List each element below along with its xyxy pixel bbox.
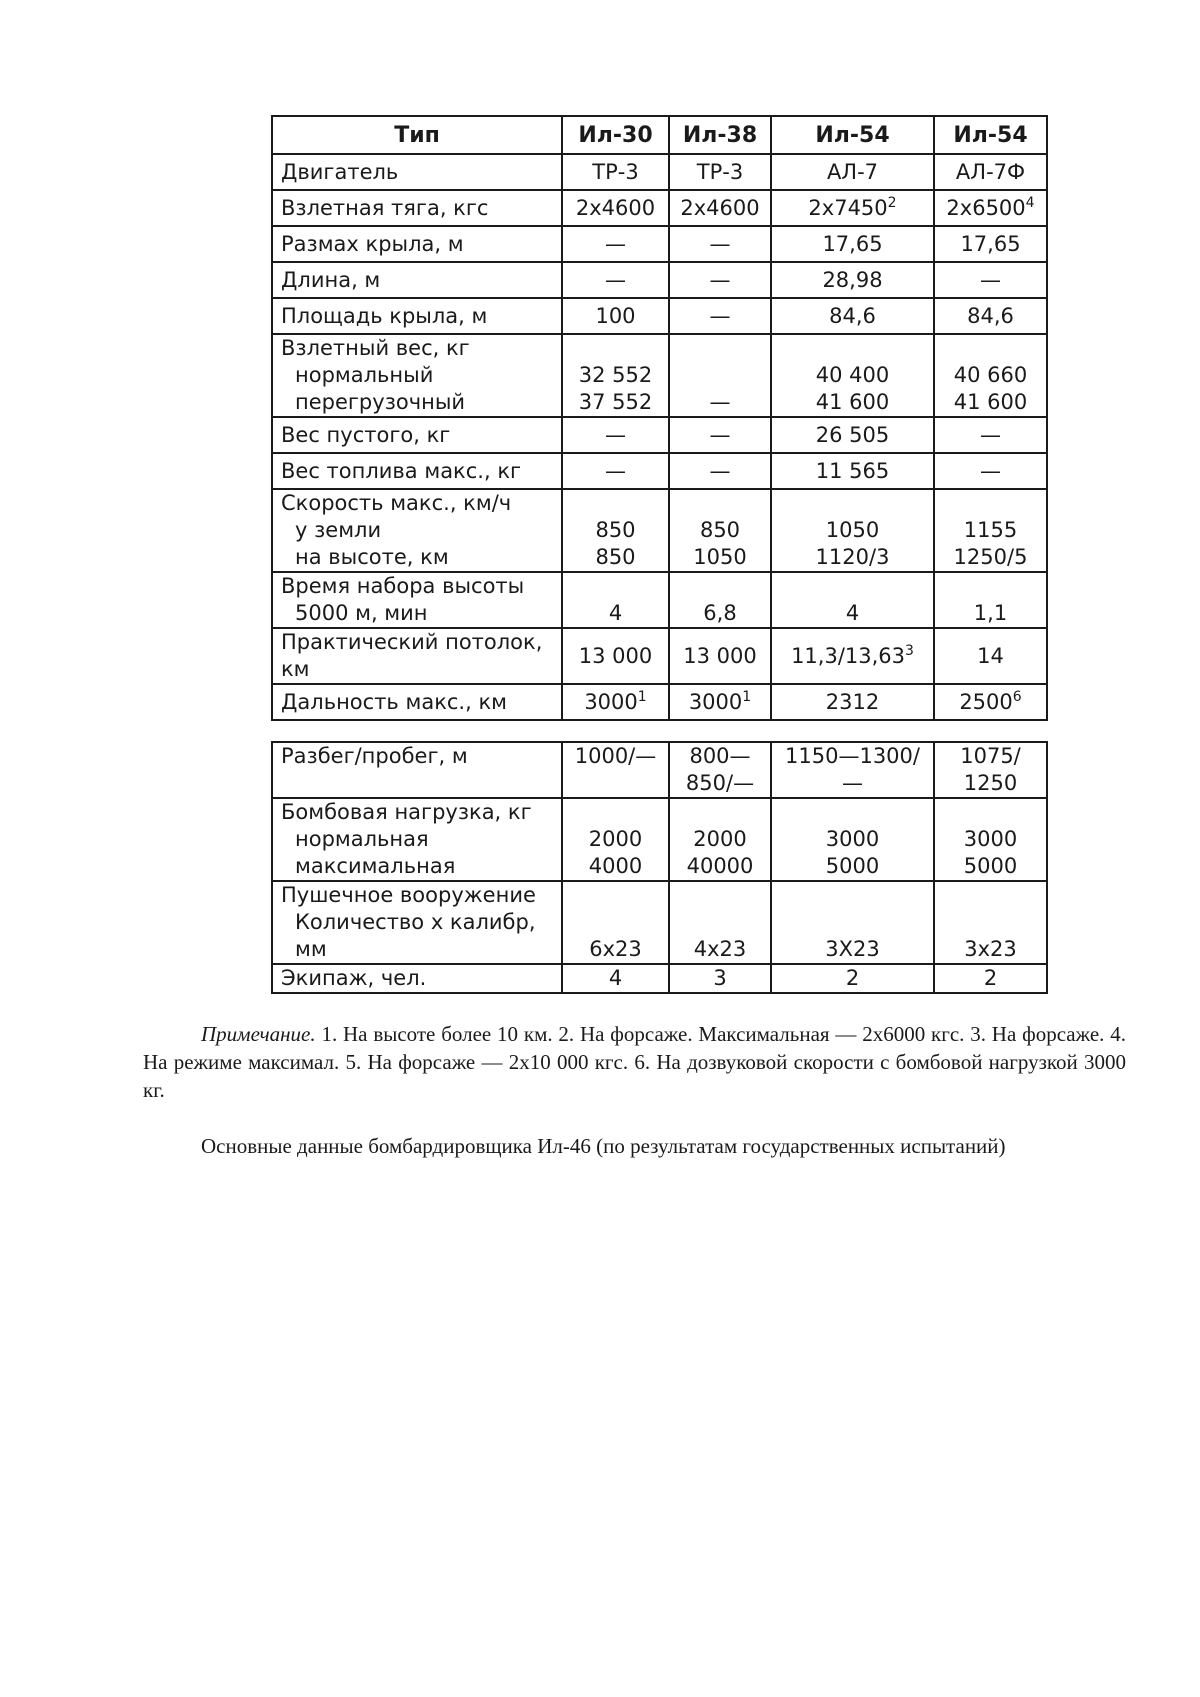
value-number: — bbox=[709, 422, 731, 447]
value-cell bbox=[669, 572, 771, 628]
note-label: Примечание. bbox=[201, 1022, 316, 1046]
specs-table-part-2 bbox=[271, 741, 1048, 994]
value-number: 850/— bbox=[685, 771, 755, 795]
value-cell bbox=[562, 572, 669, 628]
value-cell bbox=[562, 190, 669, 226]
value-text bbox=[565, 195, 666, 222]
value-text bbox=[774, 600, 931, 627]
value-text bbox=[937, 853, 1044, 880]
value-cell bbox=[771, 262, 934, 298]
row-label-text: Взлетный вес, кг bbox=[281, 336, 470, 360]
value-number: 3000 bbox=[584, 689, 638, 714]
value-text bbox=[672, 303, 768, 330]
row-label-text: нормальный bbox=[295, 363, 434, 387]
value-text bbox=[565, 517, 666, 544]
row-label-cell bbox=[272, 742, 562, 798]
row-label-text: перегрузочный bbox=[295, 390, 466, 414]
row-label-cell bbox=[272, 190, 562, 226]
value-text bbox=[672, 826, 768, 853]
value-number: АЛ-7Ф bbox=[955, 159, 1026, 184]
value-cell bbox=[934, 298, 1047, 334]
row-label-text: Площадь крыла, м bbox=[281, 303, 488, 328]
row-label-cell bbox=[272, 489, 562, 572]
table-row bbox=[272, 881, 1047, 964]
row-label-cell bbox=[272, 262, 562, 298]
row-label-cell bbox=[272, 684, 562, 720]
row-label-text: Бомбовая нагрузка, кг bbox=[281, 800, 532, 824]
value-cell bbox=[771, 964, 934, 993]
row-label-text: Вес топлива макс., кг bbox=[281, 458, 522, 483]
value-number: 3 bbox=[713, 966, 727, 990]
value-cell bbox=[771, 334, 934, 417]
table-row bbox=[272, 964, 1047, 993]
value-cell bbox=[771, 453, 934, 489]
row-label-text: Практический потолок, км bbox=[281, 630, 543, 681]
value-text bbox=[937, 267, 1044, 294]
value-text bbox=[937, 362, 1044, 389]
row-label-cell bbox=[272, 964, 562, 993]
value-text bbox=[565, 689, 666, 716]
value-text bbox=[774, 689, 931, 716]
value-text bbox=[774, 389, 931, 416]
value-number: — bbox=[605, 231, 626, 256]
value-number: 2312 bbox=[825, 689, 880, 714]
value-number: — bbox=[980, 267, 1001, 292]
value-cell bbox=[562, 154, 669, 190]
value-number: 4х23 bbox=[693, 937, 747, 961]
value-number: — bbox=[709, 390, 731, 414]
value-text bbox=[672, 689, 768, 716]
value-cell bbox=[669, 798, 771, 881]
value-cell bbox=[934, 262, 1047, 298]
note-text: 1. На высоте более 10 км. 2. На форсаже. Максимальная — 2х6000 кгс. 3. На форсаже. 4. На режиме максимал. 5. На форсаже — 2х10 000 кгс. 6. На дозвуковой скорости с бомбовой нагрузкой 3000 кг. bbox=[143, 1022, 1126, 1102]
value-text bbox=[672, 600, 768, 627]
value-text bbox=[565, 853, 666, 880]
value-number: 1120/3 bbox=[815, 545, 890, 569]
value-text bbox=[774, 965, 931, 992]
value-text bbox=[672, 267, 768, 294]
value-text bbox=[774, 195, 931, 222]
value-number: 2х6500 bbox=[946, 195, 1026, 220]
superscript: 1 bbox=[742, 688, 752, 705]
value-number: 1050 bbox=[825, 518, 880, 542]
table-row bbox=[272, 154, 1047, 190]
row-label-text: на высоте, км bbox=[295, 545, 449, 569]
value-number: 2000 bbox=[693, 827, 747, 851]
value-cell bbox=[934, 628, 1047, 684]
value-cell bbox=[771, 572, 934, 628]
value-number: 14 bbox=[977, 643, 1004, 668]
value-cell bbox=[669, 298, 771, 334]
value-number: 800— bbox=[689, 744, 751, 768]
value-cell bbox=[934, 684, 1047, 720]
value-number: 1150—1300/ bbox=[785, 744, 920, 768]
value-text bbox=[565, 826, 666, 853]
value-text bbox=[774, 643, 931, 670]
value-cell bbox=[934, 489, 1047, 572]
value-text bbox=[774, 267, 931, 294]
value-cell bbox=[562, 489, 669, 572]
value-cell bbox=[771, 628, 934, 684]
superscript: 3 bbox=[905, 642, 914, 659]
table-row bbox=[272, 798, 1047, 881]
value-text bbox=[774, 517, 931, 544]
value-number: 6,8 bbox=[703, 601, 737, 625]
value-number: 3Х23 bbox=[825, 937, 880, 961]
value-text bbox=[937, 458, 1044, 485]
value-text bbox=[937, 643, 1044, 670]
value-cell bbox=[934, 190, 1047, 226]
value-number: — bbox=[605, 267, 626, 292]
value-number: 40000 bbox=[686, 854, 754, 878]
value-number: 850 bbox=[595, 518, 636, 542]
table-row bbox=[272, 742, 1047, 798]
value-number: 40 660 bbox=[953, 363, 1028, 387]
value-text bbox=[774, 544, 931, 571]
value-number: 2 bbox=[983, 966, 998, 990]
value-number: 850 bbox=[595, 545, 636, 569]
value-cell bbox=[562, 262, 669, 298]
header-cell: Ил-54 bbox=[934, 116, 1047, 154]
value-number: 2х4600 bbox=[680, 195, 760, 220]
row-label-text: Экипаж, чел. bbox=[281, 966, 427, 990]
row-label-text: Разбег/пробег, м bbox=[281, 744, 468, 768]
row-label-cell bbox=[272, 298, 562, 334]
value-text bbox=[672, 743, 768, 770]
value-cell bbox=[669, 190, 771, 226]
value-cell bbox=[771, 226, 934, 262]
value-number: — bbox=[709, 458, 731, 483]
value-text bbox=[565, 600, 666, 627]
value-cell bbox=[669, 684, 771, 720]
value-number: 2500 bbox=[959, 689, 1013, 714]
value-cell bbox=[669, 417, 771, 453]
value-text bbox=[565, 159, 666, 186]
value-text bbox=[672, 231, 768, 258]
value-text bbox=[672, 517, 768, 544]
table-row bbox=[272, 572, 1047, 628]
value-cell bbox=[669, 334, 771, 417]
value-number: — bbox=[605, 422, 626, 447]
value-cell bbox=[771, 881, 934, 964]
value-number: 5000 bbox=[825, 854, 880, 878]
value-cell bbox=[562, 628, 669, 684]
value-number: 41 600 bbox=[815, 390, 890, 414]
value-cell bbox=[562, 334, 669, 417]
value-text bbox=[774, 458, 931, 485]
value-number: 2х7450 bbox=[808, 195, 888, 220]
value-number: 1250 bbox=[963, 771, 1018, 795]
row-label-text: 5000 м, мин bbox=[295, 601, 428, 625]
value-text bbox=[937, 517, 1044, 544]
value-number: 17,65 bbox=[822, 231, 883, 256]
value-text bbox=[672, 936, 768, 963]
value-text bbox=[672, 159, 768, 186]
value-text bbox=[937, 743, 1044, 770]
value-text bbox=[565, 267, 666, 294]
row-label-cell bbox=[272, 628, 562, 684]
row-label-text: Длина, м bbox=[281, 267, 381, 292]
value-text bbox=[672, 422, 768, 449]
header-cell: Тип bbox=[272, 116, 562, 154]
superscript: 2 bbox=[887, 194, 897, 211]
value-cell bbox=[771, 489, 934, 572]
row-label-text: Количество х калибр, мм bbox=[295, 910, 536, 961]
value-number: — bbox=[980, 458, 1001, 483]
value-number: АЛ-7 bbox=[826, 159, 879, 184]
value-cell bbox=[669, 453, 771, 489]
value-cell bbox=[562, 964, 669, 993]
table-row bbox=[272, 334, 1047, 417]
value-cell bbox=[934, 417, 1047, 453]
value-cell bbox=[669, 226, 771, 262]
value-text bbox=[937, 689, 1044, 716]
value-number: 2 bbox=[845, 966, 860, 990]
row-label-cell bbox=[272, 881, 562, 964]
footnote-paragraph bbox=[143, 1020, 1126, 1104]
value-text bbox=[937, 600, 1044, 627]
value-number: 4 bbox=[608, 966, 623, 990]
value-cell bbox=[669, 489, 771, 572]
table-row bbox=[272, 684, 1047, 720]
value-text bbox=[774, 936, 931, 963]
value-text bbox=[565, 743, 666, 770]
value-number: 11,3/13,63 bbox=[791, 643, 906, 668]
value-cell bbox=[771, 190, 934, 226]
row-label-cell bbox=[272, 154, 562, 190]
table-caption: Основные данные бомбардировщика Ил-46 (по результатам государственных испытаний) bbox=[201, 1134, 1006, 1158]
value-text bbox=[937, 159, 1044, 186]
value-text bbox=[774, 303, 931, 330]
value-number: 3000 bbox=[688, 689, 743, 714]
row-label-text: Скорость макс., км/ч bbox=[281, 491, 512, 515]
value-number: 1050 bbox=[693, 545, 747, 569]
superscript: 4 bbox=[1025, 194, 1035, 211]
value-text bbox=[937, 389, 1044, 416]
value-number: 41 600 bbox=[953, 390, 1028, 414]
value-text bbox=[672, 458, 768, 485]
value-number: 850 bbox=[699, 518, 741, 542]
value-cell bbox=[562, 453, 669, 489]
value-cell bbox=[934, 334, 1047, 417]
value-text bbox=[937, 826, 1044, 853]
value-cell bbox=[669, 154, 771, 190]
row-label-text: максимальная bbox=[295, 854, 456, 878]
table-row bbox=[272, 190, 1047, 226]
value-number: — bbox=[605, 458, 626, 483]
value-cell bbox=[669, 964, 771, 993]
value-text bbox=[565, 965, 666, 992]
superscript: 1 bbox=[637, 688, 647, 705]
value-number: 84,6 bbox=[829, 303, 876, 328]
value-text bbox=[937, 965, 1044, 992]
value-number: — bbox=[709, 303, 731, 328]
value-text bbox=[937, 936, 1044, 963]
superscript: 6 bbox=[1012, 688, 1022, 705]
row-label-text: Пушечное вооружение bbox=[281, 883, 536, 907]
value-number: 3000 bbox=[825, 827, 880, 851]
value-cell bbox=[934, 154, 1047, 190]
value-number: 11 565 bbox=[815, 458, 890, 483]
row-label-text: у земли bbox=[295, 518, 382, 542]
table-row bbox=[272, 298, 1047, 334]
value-text bbox=[672, 853, 768, 880]
value-cell bbox=[669, 628, 771, 684]
row-label-cell bbox=[272, 572, 562, 628]
value-cell bbox=[771, 298, 934, 334]
row-label-text: Дальность макс., км bbox=[281, 689, 507, 714]
value-number: — bbox=[709, 231, 731, 256]
table-row bbox=[272, 417, 1047, 453]
value-cell bbox=[669, 262, 771, 298]
value-number: 4 bbox=[608, 601, 623, 625]
value-number: ТР-3 bbox=[592, 159, 639, 184]
value-cell bbox=[771, 742, 934, 798]
value-number: 1250/5 bbox=[953, 545, 1028, 569]
value-number: 17,65 bbox=[960, 231, 1021, 256]
value-text bbox=[937, 195, 1044, 222]
value-cell bbox=[562, 684, 669, 720]
value-text bbox=[672, 195, 768, 222]
value-text bbox=[937, 422, 1044, 449]
value-number: 28,98 bbox=[822, 267, 883, 292]
value-cell bbox=[562, 226, 669, 262]
value-cell bbox=[934, 964, 1047, 993]
row-label-text: нормальная bbox=[295, 827, 429, 851]
value-text bbox=[774, 231, 931, 258]
value-number: 13 000 bbox=[578, 643, 653, 668]
row-label-cell bbox=[272, 226, 562, 262]
value-number: — bbox=[842, 771, 863, 795]
header-cell: Ил-54 bbox=[771, 116, 934, 154]
value-number: 2000 bbox=[588, 827, 643, 851]
value-number: 1075/ bbox=[960, 744, 1021, 768]
value-cell bbox=[934, 453, 1047, 489]
value-text bbox=[565, 362, 666, 389]
value-text bbox=[565, 231, 666, 258]
value-cell bbox=[562, 881, 669, 964]
row-label-text: Взлетная тяга, кгс bbox=[281, 195, 489, 220]
value-cell bbox=[771, 684, 934, 720]
value-text bbox=[937, 231, 1044, 258]
value-number: 1,1 bbox=[973, 601, 1008, 625]
value-cell bbox=[669, 742, 771, 798]
row-label-text: Двигатель bbox=[281, 159, 399, 184]
value-text bbox=[565, 544, 666, 571]
value-text bbox=[774, 159, 931, 186]
value-cell bbox=[562, 417, 669, 453]
row-label-text: Размах крыла, м bbox=[281, 231, 464, 256]
row-label-cell bbox=[272, 334, 562, 417]
value-text bbox=[565, 422, 666, 449]
value-text bbox=[672, 643, 768, 670]
header-cell: Ил-30 bbox=[562, 116, 669, 154]
value-cell bbox=[771, 154, 934, 190]
value-cell bbox=[562, 298, 669, 334]
value-text bbox=[937, 770, 1044, 797]
value-number: 37 552 bbox=[578, 390, 653, 414]
value-text bbox=[774, 362, 931, 389]
value-number: 1155 bbox=[963, 518, 1018, 542]
header-row bbox=[272, 116, 1047, 154]
table-row bbox=[272, 489, 1047, 572]
value-text bbox=[774, 422, 931, 449]
table-row bbox=[272, 453, 1047, 489]
table-row bbox=[272, 226, 1047, 262]
value-text bbox=[672, 770, 768, 797]
value-number: 4 bbox=[845, 601, 860, 625]
value-cell bbox=[934, 798, 1047, 881]
value-text bbox=[565, 389, 666, 416]
value-cell bbox=[934, 881, 1047, 964]
value-text bbox=[774, 770, 931, 797]
value-cell bbox=[562, 742, 669, 798]
value-text bbox=[565, 303, 666, 330]
value-number: 100 bbox=[595, 303, 636, 328]
header-cell: Ил-38 bbox=[669, 116, 771, 154]
value-text bbox=[937, 303, 1044, 330]
value-cell bbox=[771, 798, 934, 881]
value-number: 26 505 bbox=[815, 422, 890, 447]
value-number: 3х23 bbox=[964, 937, 1017, 961]
value-text bbox=[672, 965, 768, 992]
value-text bbox=[672, 544, 768, 571]
value-number: 40 400 bbox=[815, 363, 890, 387]
value-text bbox=[565, 643, 666, 670]
value-text bbox=[774, 743, 931, 770]
value-number: 13 000 bbox=[683, 643, 757, 668]
value-number: — bbox=[980, 422, 1001, 447]
value-text bbox=[672, 389, 768, 416]
specs-table-part-1 bbox=[271, 115, 1048, 721]
value-number: — bbox=[709, 267, 731, 292]
value-number: 5000 bbox=[963, 854, 1018, 878]
row-label-text: Время набора высоты bbox=[281, 574, 525, 598]
value-text bbox=[565, 936, 666, 963]
table-row bbox=[272, 628, 1047, 684]
value-number: 4000 bbox=[588, 854, 643, 878]
row-label-text: Вес пустого, кг bbox=[281, 422, 451, 447]
row-label-cell bbox=[272, 798, 562, 881]
value-cell bbox=[771, 417, 934, 453]
value-number: 84,6 bbox=[967, 303, 1014, 328]
value-cell bbox=[934, 226, 1047, 262]
value-number: ТР-3 bbox=[696, 159, 744, 184]
value-text bbox=[774, 826, 931, 853]
value-number: 1000/— bbox=[574, 744, 657, 768]
value-cell bbox=[562, 798, 669, 881]
value-number: 6х23 bbox=[589, 937, 642, 961]
value-cell bbox=[669, 881, 771, 964]
value-cell bbox=[934, 742, 1047, 798]
row-label-cell bbox=[272, 417, 562, 453]
value-text bbox=[565, 458, 666, 485]
table-row bbox=[272, 262, 1047, 298]
value-number: 3000 bbox=[963, 827, 1018, 851]
value-number: 2х4600 bbox=[575, 195, 656, 220]
value-text bbox=[937, 544, 1044, 571]
row-label-cell bbox=[272, 453, 562, 489]
value-number: 32 552 bbox=[578, 363, 653, 387]
value-text bbox=[774, 853, 931, 880]
value-cell bbox=[934, 572, 1047, 628]
